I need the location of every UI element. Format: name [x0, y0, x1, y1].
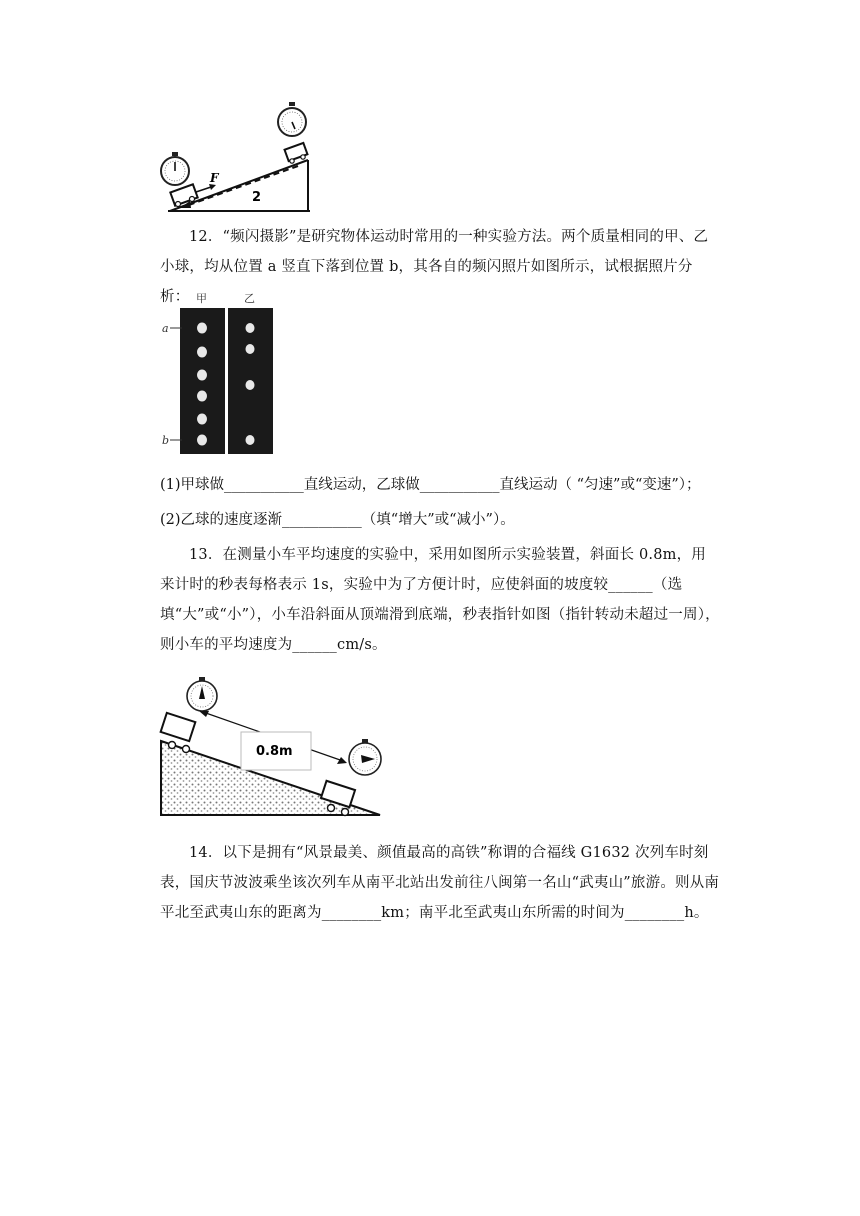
stopwatch-icon [349, 739, 381, 775]
label-b: b [162, 434, 170, 447]
cart [285, 143, 308, 163]
label-jia: 甲 [196, 292, 207, 305]
force-label: F [210, 171, 219, 185]
stopwatch-icon [278, 102, 306, 136]
question-13-text: 13．在测量小车平均速度的实验中，采用如图所示实验装置，斜面长 0.8m，用来计时的秒表每格表示 1s，实验中为了方便计时，应使斜面的坡度较______（选填“大”或“小”），小车沿斜面从顶端滑到底端，秒表指针如图（指针转动未超过一周），则小车的平均速度为______cm/s。 [160, 547, 720, 653]
label-a: a [162, 322, 169, 335]
stopwatch-icon [187, 677, 217, 711]
incline-figure-q13 [155, 675, 395, 823]
stopwatch-icon [161, 152, 189, 185]
question-12-sub1: (1)甲球做___________直线运动，乙球做___________直线运动（ “匀速”或“变速”）； [160, 477, 701, 493]
question-12-text: 12．“频闪摄影”是研究物体运动时常用的一种实验方法。两个质量相同的甲、乙小球，均从位置 a 竖直下落到位置 b，其各自的频闪照片如图所示，试根据照片分析： [160, 229, 709, 305]
strobe-photo-figure [160, 288, 280, 458]
incline-figure-q11 [158, 100, 330, 216]
segment-label: 2 [252, 190, 262, 205]
label-yi: 乙 [244, 292, 255, 305]
question-14-text: 14．以下是拥有“风景最美、颜值最高的高铁”称谓的合福线 G1632 次列车时刻表，国庆节波波乘坐该次列车从南平北站出发前往八闽第一名山“武夷山”旅游。则从南平北至武夷山东的距离为________km；南平北至武夷山东所需的时间为________h。 [160, 845, 720, 921]
length-label: 0.8m [256, 744, 293, 759]
question-12-sub2: (2)乙球的速度逐渐___________（填“增大”或“减小”）。 [160, 512, 515, 528]
